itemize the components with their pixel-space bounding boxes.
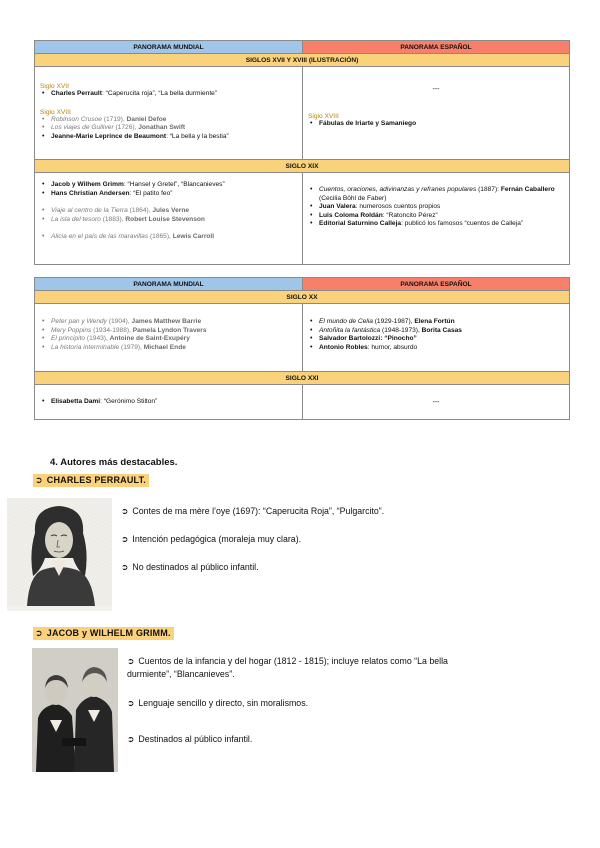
list-item: • Editorial Saturnino Calleja: publicó los famosos “cuentos de Calleja” [308,220,564,229]
list-item: • Charles Perrault: “Caperucita roja”, “La bella durmiente” [40,90,297,99]
grimm-bullet-3: ➲ Destinados al público infantil. [127,734,253,744]
list-item: • Alicia en el país de las maravillas (1865), Lewis Carroll [40,233,297,242]
header-panorama-espanol: PANORAMA ESPAÑOL [303,41,570,54]
list-item: • Juan Valera: numerosos cuentos propios [308,203,564,212]
list-item: • Hans Christian Andersen: “El patito feo” [40,190,297,199]
list-item: • Salvador Bartolozzi: “Pinocho” [308,335,564,344]
list-item: • El mundo de Celia (1929-1987), Elena Fortún [308,318,564,327]
perrault-bullet-1: ➲ Contes de ma mère l’oye (1697): “Caperucita Roja”, “Pulgarcito”. [121,506,385,516]
panorama-table-1 [34,40,570,265]
header-panorama-espanol: PANORAMA ESPAÑOL [303,278,570,291]
cell-espanol-19 [303,173,570,265]
section-heading: 4. Autores más destacables. [50,457,178,468]
arrow-icon: ➲ [121,506,129,516]
arrow-icon: ➲ [35,475,43,485]
grimm-portrait [32,648,118,772]
list-item: • Peter pan y Wendy (1904), James Matthew Barrie [40,318,297,327]
panorama-table-2 [34,277,570,420]
list-item: • Robinson Crusoe (1719), Daniel Defoe [40,116,297,125]
cell-mundial-19 [35,173,303,265]
cell-espanol-21 [303,385,570,420]
section-title-siglo-17: Siglo XVII [40,83,69,90]
arrow-icon: ➲ [121,534,129,544]
list-item: • Los viajes de Gulliver (1726), Jonathan Swift [40,124,297,133]
header-siglo-19: SIGLO XIX [35,160,570,173]
list-item: • La isla del tesoro (1883), Robert Louise Stevenson [40,216,297,225]
empty-dash: --- [432,86,440,93]
list-item: • Mery Poppins (1934-1988), Pamela Lyndon Travers [40,327,297,336]
list-item: • Luis Coloma Roldán: “Ratoncito Pérez” [308,212,564,221]
list-item: • El principito (1943), Antoine de Saint-Exupéry [40,335,297,344]
perrault-portrait [7,498,112,611]
arrow-icon: ➲ [121,562,129,572]
section-title-siglo-18: Siglo XVIII [40,108,71,116]
perrault-bullet-2: ➲ Intención pedagógica (moraleja muy clara). [121,534,302,544]
list-item: • Antoñita la fantástica (1948-1973), Borita Casas [308,327,564,336]
list-item: • Cuentos, oraciones, adivinanzas y refranes populares (1887): Fernán Caballero (Cecilia Böhl de Faber) [308,186,564,203]
list-item: • Antonio Robles: humor, absurdo [308,344,564,353]
list-item: • Jeanne-Marie Leprince de Beaumont: “La bella y la bestia” [40,133,297,142]
arrow-icon: ➲ [35,628,43,638]
grimm-bullet-2: ➲ Lenguaje sencillo y directo, sin moralismos. [127,698,309,708]
list-item: • Fábulas de Iriarte y Samaniego [308,120,564,129]
author-title-perrault: ➲ CHARLES PERRAULT. [33,474,149,487]
cell-mundial-17-18 [35,67,303,160]
header-siglos-17-18: SIGLOS XVII Y XVIII (ILUSTRACIÓN) [35,54,570,67]
cell-mundial-20 [35,304,303,372]
author-title-grimm: ➲ JACOB y WILHELM GRIMM. [33,627,174,640]
list-item: • La historia interminable (1979), Michael Ende [40,344,297,353]
cell-espanol-20 [303,304,570,372]
grimm-bullet-1: ➲ Cuentos de la infancia y del hogar (1812 - 1815); incluye relatos como “La bella durmiente”, “Blancanieves”. [127,656,448,679]
section-title-siglo-18: Siglo XVIII [308,113,339,120]
header-panorama-mundial: PANORAMA MUNDIAL [35,278,303,291]
arrow-icon: ➲ [127,656,135,666]
empty-dash: --- [432,398,440,406]
arrow-icon: ➲ [127,698,135,708]
header-panorama-mundial: PANORAMA MUNDIAL [35,41,303,54]
cell-mundial-21 [35,385,303,420]
header-siglo-20: SIGLO XX [35,291,570,304]
header-siglo-21: SIGLO XXI [35,372,570,385]
cell-espanol-17-18 [303,67,570,160]
arrow-icon: ➲ [127,734,135,744]
list-item: • Jacob y Wilhem Grimm: “Hansel y Gretel”, “Blancanieves” [40,181,297,190]
perrault-bullet-3: ➲ No destinados al público infantil. [121,562,259,572]
list-item: • Viaje al centro de la Tierra (1864), Jules Verne [40,207,297,216]
list-item: • Elisabetta Dami: “Gerónimo Stilton” [40,398,297,407]
